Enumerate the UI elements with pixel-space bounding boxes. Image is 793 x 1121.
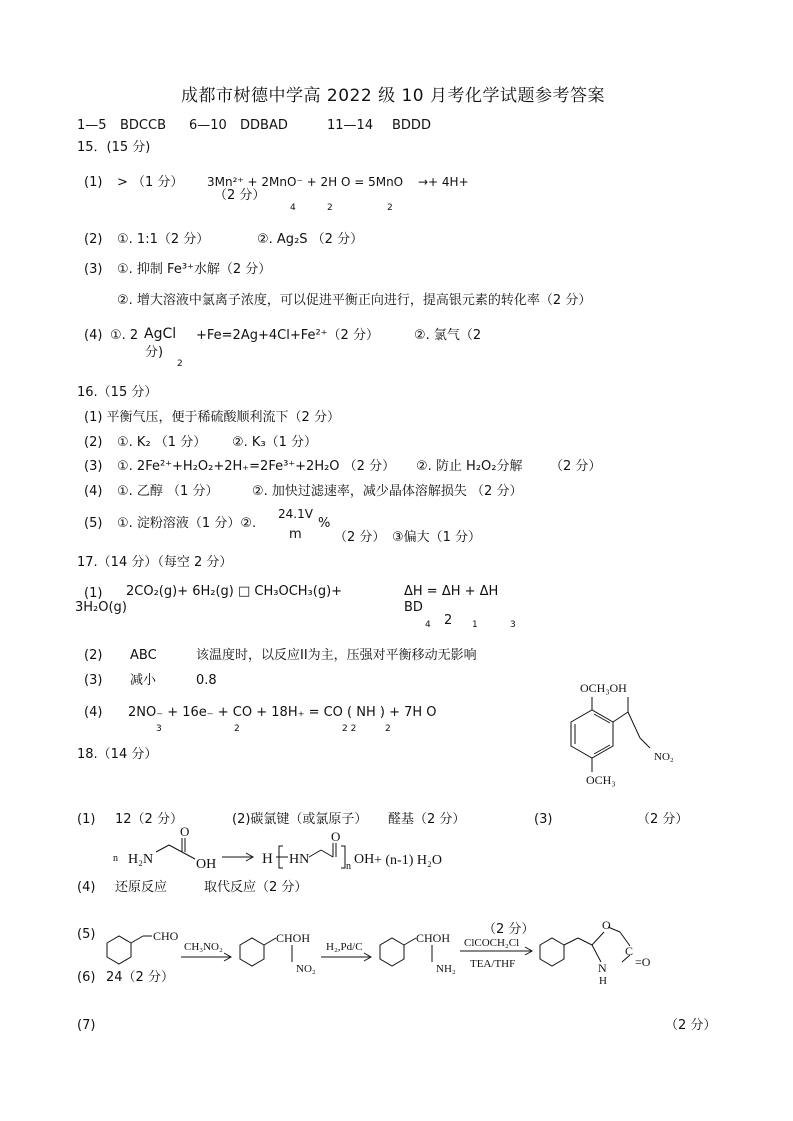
label-no2: NO₂ <box>654 751 674 763</box>
q17-1-sub: 4 <box>425 620 431 630</box>
q15-2-label: (2) <box>84 232 103 247</box>
q18-5-score: （2 分） <box>483 922 535 937</box>
q18-1-a: 12（2 分） <box>115 812 183 827</box>
q17-4-equation: 2NO₋ + 16e₋ + CO + 18H₊ = CO ( NH ) + 7H O <box>128 705 437 720</box>
q17-3-a: 减小 <box>130 673 157 688</box>
benzene-ring <box>240 938 264 966</box>
hydroxyl: OH <box>196 857 217 872</box>
q17-1-label: (1) <box>84 586 103 601</box>
q17-1-equation: 2CO₂(g)+ 6H₂(g) □ CH₃OCH₃(g)+ <box>126 584 343 599</box>
q17-4-label: (4) <box>84 705 103 720</box>
q15-1-score: （2 分） <box>214 188 266 203</box>
reagent-conditions: TEA/THF <box>470 958 516 970</box>
q15-1-answer: > （1 分） <box>117 175 184 190</box>
q15-4-a-prefix: ①. 2 <box>110 328 139 343</box>
q16-3-c: （2 分） <box>550 459 602 474</box>
q16-2-label: (2) <box>84 435 103 450</box>
mc-answers-3: BDDD <box>392 118 431 133</box>
aldehyde-group: CHO <box>153 929 179 943</box>
q15-1-sub: 4 <box>290 203 296 213</box>
q16-1: (1) 平衡气压，便于稀硫酸顺利流下（2 分） <box>84 410 340 425</box>
q15-4-label: (4) <box>84 328 103 343</box>
polymer-n: n <box>346 861 351 872</box>
q16-3-a: ①. 2Fe²⁺+H₂O₂+2H₊=2Fe³⁺+2H₂O （2 分） <box>117 459 396 474</box>
page-title: 成都市树德中学高 2022 级 10 月考化学试题参考答案 <box>181 86 606 106</box>
q18-6-label: (6) <box>77 970 96 985</box>
q15-4-a-agcl: AgCl <box>144 326 177 342</box>
q17-4-sub: 2 <box>234 724 240 734</box>
q18-6-answer: 24（2 分） <box>106 970 174 985</box>
q18-5-label: (5) <box>77 927 96 942</box>
reagent-hydrogenation: H₂,Pd/C <box>326 941 363 953</box>
mc-range-2: 6—10 <box>189 118 227 133</box>
q16-5-numerator: 24.1V <box>278 507 313 521</box>
q15-heading: 15．(15 分) <box>77 140 151 155</box>
q18-1-label: (1) <box>77 812 96 827</box>
q16-5-c: ③偏大（1 分） <box>392 530 482 545</box>
q18-3-score: （2 分） <box>637 812 689 827</box>
amine-group: H₂N <box>128 852 154 867</box>
q17-1-sub: 2 <box>444 613 453 628</box>
ring-carbonyl-c: C <box>625 944 634 958</box>
q16-4-label: (4) <box>84 484 103 499</box>
ring-nh-h: H <box>599 975 607 987</box>
water-term: + (n-1) H₂O <box>374 853 442 868</box>
q18-2-a: (2)碳氯键（或氯原子） <box>232 812 368 827</box>
ring-carbonyl-o: =O <box>635 955 651 969</box>
q16-5-percent: % <box>318 516 331 531</box>
q15-2-a: ①. 1:1（2 分） <box>117 232 210 247</box>
q15-1-sub: 2 <box>387 203 393 213</box>
q18-7-label: (7) <box>77 1018 96 1033</box>
q17-1-sub: 3 <box>510 620 516 630</box>
label-och3oh: OCH₃OH <box>580 681 627 695</box>
q16-2-b: ②. K₃（1 分） <box>232 435 318 450</box>
benzene-ring <box>540 938 564 966</box>
mc-answers-2: DDBAD <box>240 118 288 133</box>
q15-2-b: ②. Ag₂S （2 分） <box>257 232 364 247</box>
q16-5-score: （2 分） <box>334 530 386 545</box>
repeat-count: n <box>113 853 118 864</box>
mc-range-3: 11—14 <box>327 118 374 133</box>
carbinol-group: CHOH <box>416 931 451 945</box>
carbinol-group: CHOH <box>276 931 311 945</box>
q18-heading: 18.（14 分） <box>77 747 158 762</box>
q17-1-bd: BD <box>404 600 423 615</box>
chain-oh: OH <box>354 852 375 867</box>
q16-3-label: (3) <box>84 459 103 474</box>
q17-3-label: (3) <box>84 673 103 688</box>
mc-answers-1: BDCCB <box>120 118 167 133</box>
q15-4-a-cont: 分) <box>145 345 164 360</box>
q16-3-b: ②. 防止 H₂O₂分解 <box>416 459 523 474</box>
carbonyl-o: O <box>180 824 190 839</box>
q17-3-b: 0.8 <box>196 673 217 688</box>
q18-2-b: 醛基（2 分） <box>388 812 466 827</box>
benzene-ring <box>380 938 404 966</box>
q16-heading: 16.（15 分） <box>77 385 158 400</box>
q18-4-a: 还原反应 <box>115 880 168 895</box>
q17-2-b: 该温度时，以反应II为主，压强对平衡移动无影响 <box>196 648 477 663</box>
q17-4-sub: 3 <box>156 724 162 734</box>
q16-5-label: (5) <box>84 516 103 531</box>
q17-1-equation-cont: 3H₂O(g) <box>75 600 127 615</box>
q17-4-sub: 2 <box>385 724 391 734</box>
q15-4-a-rest: +Fe=2Ag+4Cl+Fe²⁺（2 分） <box>196 328 379 343</box>
chain-carbonyl-o: O <box>331 829 341 844</box>
q17-4-sub: 2 2 <box>342 724 357 734</box>
q15-1-equation-tail: →+ 4H+ <box>418 175 469 189</box>
q16-5-a: ①. 淀粉溶液（1 分）②. <box>117 516 257 531</box>
reagent-nitromethane: CH₃NO₂ <box>184 941 223 953</box>
q17-2-label: (2) <box>84 648 103 663</box>
ring-oxygen: O <box>602 918 611 932</box>
q18-4-b: 取代反应（2 分） <box>204 880 308 895</box>
q15-3-b: ②. 增大溶液中氯离子浓度，可以促进平衡正向进行，提高银元素的转化率（2 分） <box>117 293 592 308</box>
q15-1-label: (1) <box>84 175 103 190</box>
benzene-ring <box>107 936 131 964</box>
q15-3-a: ①. 抑制 Fe³⁺水解（2 分） <box>117 262 272 277</box>
q15-4-b: ②. 氯气（2 <box>414 328 482 343</box>
q17-2-a: ABC <box>130 648 157 663</box>
q16-4-a: ①. 乙醇 （1 分） <box>117 484 219 499</box>
q15-3-label: (3) <box>84 262 103 277</box>
chain-hn: HN <box>289 852 310 867</box>
q18-7-score: （2 分） <box>665 1018 717 1033</box>
benzene-ring <box>571 710 613 758</box>
q17-heading: 17.（14 分）（每空 2 分） <box>77 555 233 570</box>
chain-h: H <box>262 851 273 867</box>
amino-group: NH₂ <box>436 963 456 975</box>
q16-5-denominator: m <box>289 527 302 542</box>
q18-4-label: (4) <box>77 880 96 895</box>
q15-4-a-sub: 2 <box>177 359 183 369</box>
q15-1-equation: 3Mn²⁺ + 2MnO⁻ + 2H O = 5MnO <box>207 175 404 189</box>
mc-range-1: 1—5 <box>77 118 107 133</box>
q17-1-delta-h: ΔH = ΔH + ΔH <box>404 584 499 599</box>
reagent-chloroacetyl-chloride: ClCOCH₂Cl <box>464 937 520 949</box>
q18-3-label: (3) <box>534 812 553 827</box>
q16-2-a: ①. K₂ （1 分） <box>117 435 207 450</box>
q17-1-sub: 1 <box>472 620 478 630</box>
nitro-group: NO₂ <box>296 963 316 975</box>
label-och3: OCH₃ <box>586 773 616 787</box>
q16-4-b: ②. 加快过滤速率，减少晶体溶解损失 （2 分） <box>252 484 523 499</box>
q15-1-sub: 2 <box>327 203 333 213</box>
ring-nitrogen: N <box>598 961 607 975</box>
